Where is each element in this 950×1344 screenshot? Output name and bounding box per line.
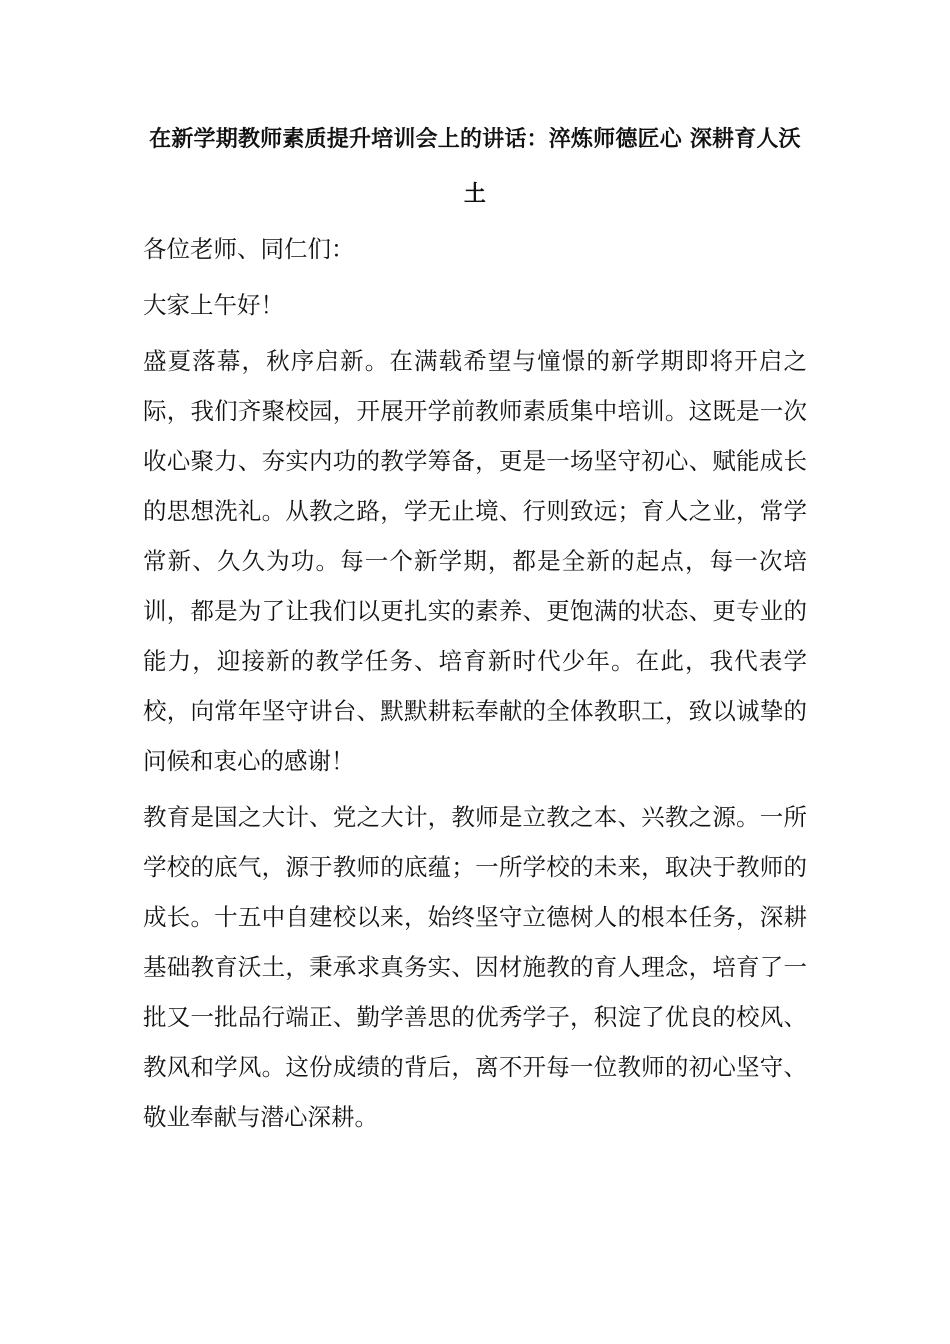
greeting-paragraph: 各位老师、同仁们：	[143, 235, 355, 263]
document-title: 在新学期教师素质提升培训会上的讲话：淬炼师德匠心 深耕育人沃土	[149, 127, 801, 207]
body-paragraph: 教育是国之大计、党之大计，教师是立教之本、兴教之源。一所学校的底气，源于教师的底蕴；一所学校的未来，取决于教师的成长。十五中自建校以来，始终坚守立德树人的根本任务，深耕基础教育沃土，秉承求真务实、因材施教的育人理念，培育了一批又一批品行端正、勤学善思的优秀学子，积淀了优良的校风、教风和学风。这份成绩的背后，离不开每一位教师的初心坚守、敬业奉献与潜心深耕。	[143, 803, 807, 1131]
body-paragraph: 盛夏落幕，秋序启新。在满载希望与憧憬的新学期即将开启之际，我们齐聚校园，开展开学前教师素质集中培训。这既是一次收心聚力、夯实内功的教学筹备，更是一场坚守初心、赋能成长的思想洗礼。从教之路，学无止境、行则致远；育人之业，常学常新、久久为功。每一个新学期，都是全新的起点，每一次培训，都是为了让我们以更扎实的素养、更饱满的状态、更专业的能力，迎接新的教学任务、培育新时代少年。在此，我代表学校，向常年坚守讲台、默默耕耘奉献的全体教职工，致以诚挚的问候和衷心的感谢！	[143, 347, 807, 775]
salutation-paragraph: 大家上午好！	[143, 291, 284, 319]
document-body	[143, 112, 807, 1148]
